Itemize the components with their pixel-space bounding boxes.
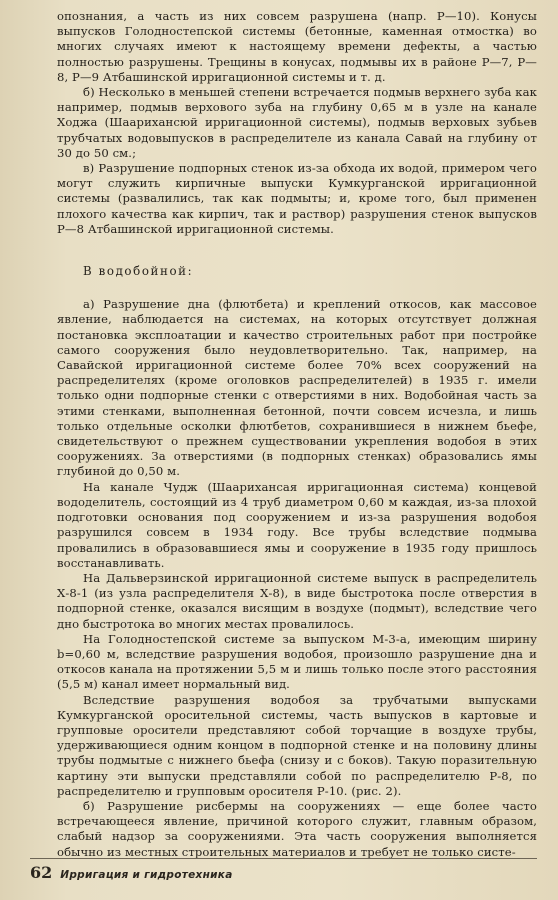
- running-title: Ирригация и гидротехника: [60, 869, 233, 881]
- paragraph-chudzh-canal: На канале Чудж (Шаарихансая ирригационная система) концевой вододелитель, состоящий из 4 труб диаметром 0,60 м каждая, из-за плохой подготовки основания под сооружением и из-за разрушения водобоя разрушился совсем в 1934 году. Все трубы вследствие подмыва провалились в образовавшиеся ямы и сооружение в 1935 году пришлось восстанавливать.: [57, 479, 537, 570]
- section-spacer: [57, 237, 537, 264]
- paragraph-golodnostep-system: На Голодностепской системе за выпуском М-3-а, имеющим ширину b=0,60 м, вследствие разрушения водобоя, произошло разрушение дна и откосов канала на протяжении 5,5 м и лишь только после этого расстояния (5,5 м) канал имеет нормальный вид.: [57, 631, 537, 692]
- section-heading-stilling-basin: В водобойной:: [83, 264, 194, 279]
- page-number: 62: [30, 863, 53, 882]
- paragraph-opening-continuation: опознания, а часть из них совсем разрушена (напр. Р—10). Конусы выпусков Голодностепской системы (бетонные, каменная отмостка) во многих случаях имеют к настоящему времени дефекты, а частью полностью разрушены. Трещины в конусах, подмывы их в районе Р—7, Р—8, Р—9 Атбашинской ирригационной системы и т. д.: [57, 9, 537, 84]
- paragraph-dalverzin-system: На Дальверзинской ирригационной системе выпуск в распределитель Х-8-1 (из узла распределителя Х-8), в виде быстротока после отверстия в подпорной стенке, оказался висящим в воздухе (подмыт), вследствие чего дно быстротока во многих местах провалилось.: [57, 570, 537, 631]
- paragraph-a-floor-destruction: а) Разрушение дна (флютбета) и креплений откосов, как массовое явление, наблюдается на системах, на которых отсутствует должная постановка эксплоатации и качество строительных работ при постройке самого сооружения было неудовлетворительно. Так, например, на Савайской ирригационной системе более 70% всех сооружений на распределителях (кроме оголовков распределителей) в 1935 г. имели только одни подпорные стенки с отверстиями в них. Водобойная часть за этими стенками, выполненная бетонной, почти совсем исчезла, и лишь только отдельные осколки флютбетов, сохранившиеся в нижнем бьефе, свидетельствуют о прежнем существовании укрепления водобоя в этих сооружениях. За отверстиями (в подпорных стенках) образовались ямы глубиной до 0,50 м.: [57, 297, 537, 479]
- paragraph-kumkurgan-pipes: Вследствие разрушения водобоя за трубчатыми выпусками Кумкурганской оросительной системы, часть выпусков в картовые и групповые оросители представляют собой торчащие в воздухе трубы, удерживающиеся одним концом в подпорной стенке и на половину длины трубы подмытые с нижнего бьефа (снизу и с боков). Такую поразительную картину эти выпуски представляли собой по распределителю Р-8, по распределителю и групповым оросителя Р-10. (рис. 2).: [57, 692, 537, 798]
- paragraph-b-upper-tooth: б) Несколько в меньшей степени встречается подмыв верхнего зуба как например, подмыв верхового зуба на глубину 0,65 м в узле на канале Ходжа (Шаарихансюй ирригационной системы), подмыв верховых зубьев трубчатых водовыпусков в распределителе из канала Савай на глубину от 30 до 50 см.;: [57, 85, 538, 160]
- paragraph-b-apron-destruction: б) Разрушение рисбермы на сооружениях — еще более часто встречающееся явление, причиной которого служит, главным образом, слабый надзор за сооружениями. Эта часть сооружения выполняется обычно из местных строительных материалов и требует не только систе-: [57, 798, 537, 859]
- paragraph-v-retaining-walls: в) Разрушение подпорных стенок из-за обхода их водой, примером чего могут служить кирпичные выпуски Кумкурганской ирригационной системы (развалились, так как подмыты; и, кроме того, был применен плохого качества как кирпич, так и раствор) разрушения стенок выпусков Р—8 Атбашинской ирригационной системы.: [57, 161, 537, 236]
- page-footer: [30, 858, 537, 882]
- article-body: [57, 9, 537, 860]
